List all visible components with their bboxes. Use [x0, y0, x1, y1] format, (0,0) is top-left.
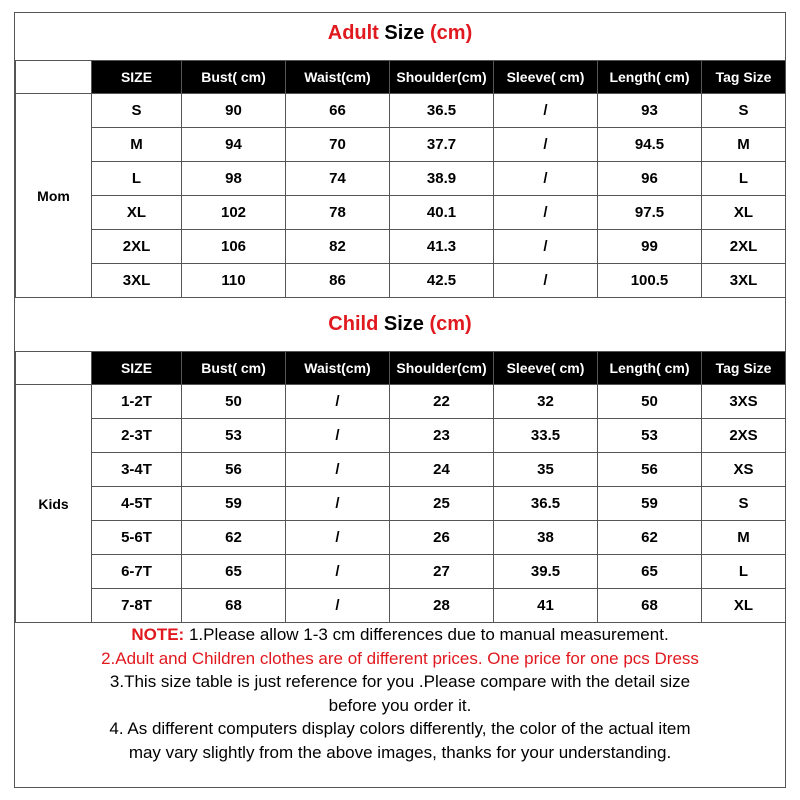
table-cell: 82 [286, 230, 390, 264]
table-cell: 2-3T [92, 419, 182, 453]
header-blank-cell [16, 61, 92, 94]
table-cell: 94.5 [598, 128, 702, 162]
child-size-table [15, 351, 786, 623]
child-size-title [15, 313, 785, 336]
note-line-3a: 3.This size table is just reference for you .Please compare with the detail size [109, 672, 691, 691]
child-title-word: Child [328, 313, 379, 335]
table-cell: 50 [182, 385, 286, 419]
note-text-1: 1.Please allow 1-3 cm differences due to manual measurement. [184, 625, 669, 644]
table-cell: XS [702, 453, 786, 487]
table-cell: 68 [598, 589, 702, 623]
table-cell: / [494, 128, 598, 162]
table-row [16, 589, 786, 623]
table-cell: 50 [598, 385, 702, 419]
table-row [16, 264, 786, 298]
table-cell: XL [92, 196, 182, 230]
table-row [16, 162, 786, 196]
child-title-size: Size [383, 313, 424, 335]
column-header: Waist(cm) [286, 352, 390, 385]
table-cell: 62 [598, 521, 702, 555]
table-cell: 28 [390, 589, 494, 623]
table-row [16, 385, 786, 419]
column-header: Shoulder(cm) [390, 61, 494, 94]
table-cell: S [702, 94, 786, 128]
table-cell: 27 [390, 555, 494, 589]
table-cell: 99 [598, 230, 702, 264]
column-header: Bust( cm) [182, 352, 286, 385]
table-cell: 102 [182, 196, 286, 230]
table-cell: 100.5 [598, 264, 702, 298]
table-cell: XL [702, 589, 786, 623]
note-line-4b: may vary slightly from the above images, thanks for your understanding. [128, 742, 672, 762]
table-cell: 41.3 [390, 230, 494, 264]
table-cell: / [494, 162, 598, 196]
table-cell: 39.5 [494, 555, 598, 589]
table-cell: 4-5T [92, 487, 182, 521]
table-cell: 3XS [702, 385, 786, 419]
column-header: Length( cm) [598, 61, 702, 94]
table-row [16, 419, 786, 453]
table-cell: 41 [494, 589, 598, 623]
table-cell: 3XL [702, 264, 786, 298]
table-cell: 56 [598, 453, 702, 487]
table-row [16, 128, 786, 162]
table-cell: 2XL [702, 230, 786, 264]
column-header: Tag Size [702, 61, 786, 94]
table-cell: 59 [598, 487, 702, 521]
table-cell: 35 [494, 453, 598, 487]
table-cell: 32 [494, 385, 598, 419]
table-cell: 56 [182, 453, 286, 487]
adult-title-unit: (cm) [430, 22, 473, 44]
table-cell: M [702, 128, 786, 162]
table-cell: 53 [598, 419, 702, 453]
table-cell: / [286, 521, 390, 555]
table-cell: 40.1 [390, 196, 494, 230]
table-cell: 33.5 [494, 419, 598, 453]
table-cell: 2XS [702, 419, 786, 453]
header-row [16, 61, 786, 94]
table-cell: / [286, 419, 390, 453]
table-row [16, 521, 786, 555]
adult-title-word: Adult [327, 22, 379, 44]
column-header: Tag Size [702, 352, 786, 385]
table-row [16, 555, 786, 589]
table-cell: / [494, 94, 598, 128]
table-cell: 37.7 [390, 128, 494, 162]
table-cell: 98 [182, 162, 286, 196]
header-blank-cell [16, 352, 92, 385]
table-cell: 3-4T [92, 453, 182, 487]
table-cell: 62 [182, 521, 286, 555]
column-header: SIZE [92, 352, 182, 385]
table-cell: 106 [182, 230, 286, 264]
adult-size-title [15, 22, 785, 45]
header-row [16, 352, 786, 385]
table-cell: 6-7T [92, 555, 182, 589]
table-cell: 65 [598, 555, 702, 589]
table-row [16, 196, 786, 230]
table-cell: L [702, 162, 786, 196]
table-row [16, 230, 786, 264]
table-cell: 70 [286, 128, 390, 162]
group-label: Mom [16, 94, 92, 298]
table-cell: / [286, 385, 390, 419]
table-cell: 36.5 [494, 487, 598, 521]
table-cell: 36.5 [390, 94, 494, 128]
column-header: Sleeve( cm) [494, 61, 598, 94]
table-cell: / [286, 453, 390, 487]
table-cell: 74 [286, 162, 390, 196]
table-cell: 96 [598, 162, 702, 196]
table-cell: / [494, 230, 598, 264]
table-cell: S [92, 94, 182, 128]
column-header: Length( cm) [598, 352, 702, 385]
table-cell: XL [702, 196, 786, 230]
table-row [16, 453, 786, 487]
table-cell: 86 [286, 264, 390, 298]
table-cell: 53 [182, 419, 286, 453]
table-cell: 59 [182, 487, 286, 521]
note-line-2: 2.Adult and Children clothes are of different prices. One price for one pcs Dress [101, 648, 699, 668]
table-cell: 42.5 [390, 264, 494, 298]
size-chart [14, 12, 786, 788]
table-cell: S [702, 487, 786, 521]
table-cell: 97.5 [598, 196, 702, 230]
note-line-3b: before you order it. [328, 695, 472, 715]
adult-size-table [15, 60, 786, 298]
table-row [16, 487, 786, 521]
table-cell: 38 [494, 521, 598, 555]
table-cell: 26 [390, 521, 494, 555]
table-cell: 25 [390, 487, 494, 521]
table-cell: 78 [286, 196, 390, 230]
table-cell: 23 [390, 419, 494, 453]
table-cell: 22 [390, 385, 494, 419]
table-cell: M [92, 128, 182, 162]
table-cell: L [92, 162, 182, 196]
table-cell: L [702, 555, 786, 589]
table-cell: / [494, 264, 598, 298]
table-cell: / [494, 196, 598, 230]
table-cell: 7-8T [92, 589, 182, 623]
table-cell: 65 [182, 555, 286, 589]
group-label: Kids [16, 385, 92, 623]
table-cell: 3XL [92, 264, 182, 298]
table-cell: 66 [286, 94, 390, 128]
table-cell: / [286, 589, 390, 623]
note-line-4a: 4. As different computers display colors differently, the color of the actual item [109, 719, 691, 738]
column-header: Waist(cm) [286, 61, 390, 94]
adult-title-size: Size [384, 22, 425, 44]
table-cell: 90 [182, 94, 286, 128]
notes-section [15, 623, 785, 764]
column-header: Bust( cm) [182, 61, 286, 94]
table-cell: 24 [390, 453, 494, 487]
table-cell: 110 [182, 264, 286, 298]
table-cell: 5-6T [92, 521, 182, 555]
table-cell: 1-2T [92, 385, 182, 419]
table-row [16, 94, 786, 128]
table-cell: 93 [598, 94, 702, 128]
column-header: SIZE [92, 61, 182, 94]
table-cell: / [286, 555, 390, 589]
column-header: Shoulder(cm) [390, 352, 494, 385]
table-cell: / [286, 487, 390, 521]
column-header: Sleeve( cm) [494, 352, 598, 385]
table-cell: M [702, 521, 786, 555]
note-label: NOTE: [131, 625, 185, 644]
child-title-unit: (cm) [429, 313, 472, 335]
table-cell: 38.9 [390, 162, 494, 196]
table-cell: 2XL [92, 230, 182, 264]
table-cell: 94 [182, 128, 286, 162]
table-cell: 68 [182, 589, 286, 623]
note-line-1 [15, 623, 785, 647]
